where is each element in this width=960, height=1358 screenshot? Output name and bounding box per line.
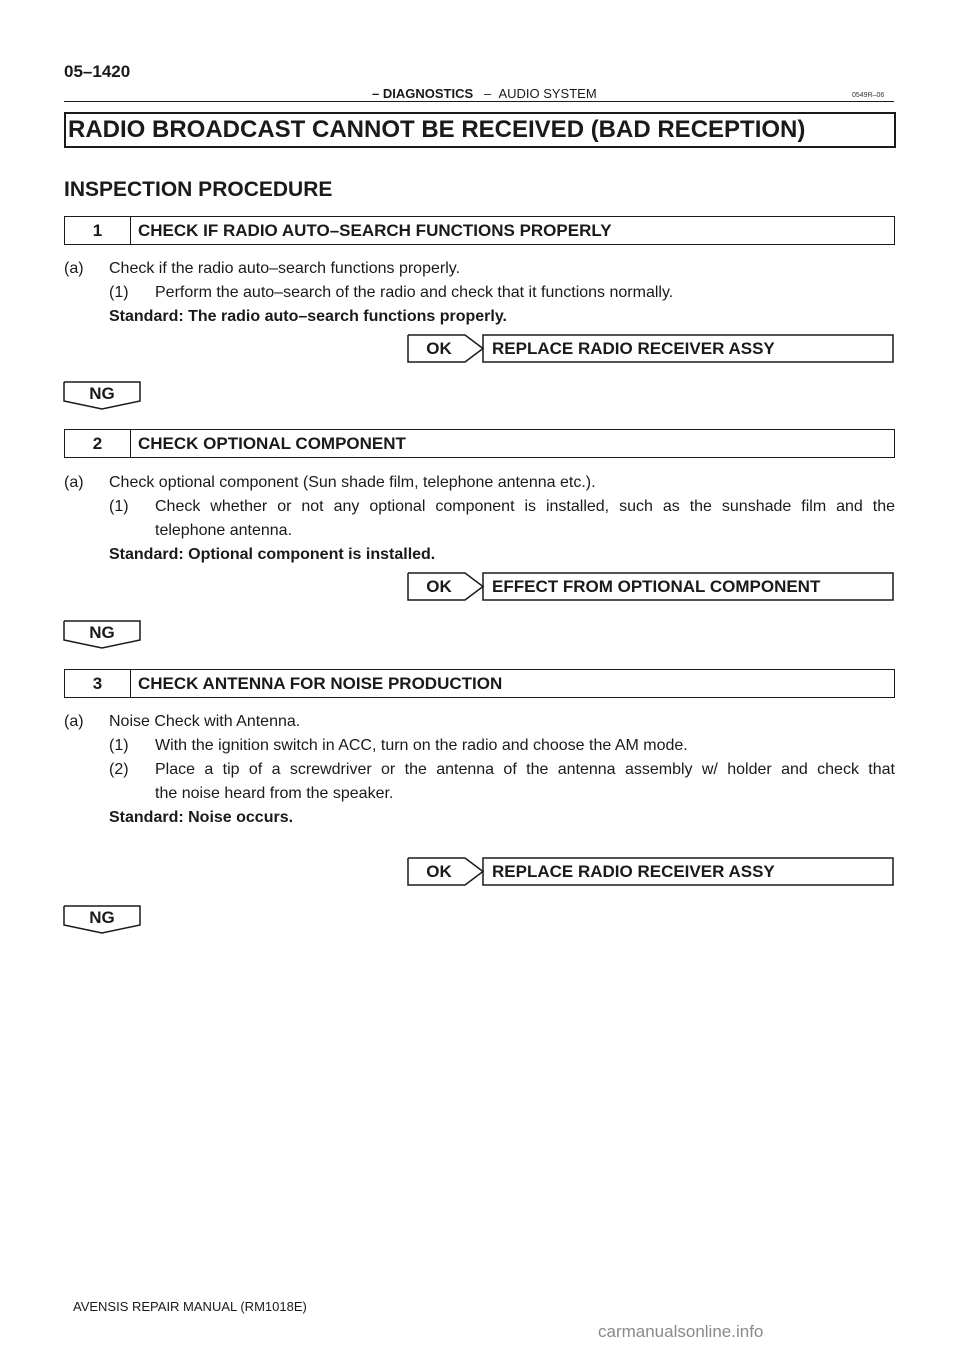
line-label: (1) <box>109 284 129 301</box>
line-label: (1) <box>109 498 129 515</box>
footer-manual-title: AVENSIS REPAIR MANUAL (RM1018E) <box>73 1299 307 1314</box>
subsection-label: AUDIO SYSTEM <box>498 86 597 101</box>
step-3-line-2-cont: the noise heard from the speaker. <box>155 785 394 802</box>
page-number: 05–1420 <box>64 62 131 81</box>
line-text: Noise Check with Antenna. <box>109 713 301 730</box>
watermark: carmanualsonline.info <box>598 1322 764 1341</box>
step-2-ok-result <box>408 572 894 601</box>
step-title: CHECK ANTENNA FOR NOISE PRODUCTION <box>138 674 503 693</box>
step-number: 1 <box>65 217 131 244</box>
line-label: (a) <box>64 713 84 730</box>
step-3-header <box>64 669 895 698</box>
ok-result-text: REPLACE RADIO RECEIVER ASSY <box>492 339 775 358</box>
ok-label: OK <box>426 862 452 881</box>
ng-label: NG <box>89 623 115 642</box>
line-text: Check whether or not any optional component is installed, such as the sunshade film and the <box>155 498 895 515</box>
step-3-line-1 <box>109 737 688 755</box>
step-number: 2 <box>65 430 131 457</box>
step-1-line-a <box>64 260 460 278</box>
step-2-line-a <box>64 474 596 492</box>
step-3-ok-result <box>408 857 894 886</box>
line-text: Check if the radio auto–search functions properly. <box>109 260 461 277</box>
step-2-ng-flag <box>64 620 144 650</box>
line-label: (a) <box>64 474 84 491</box>
ng-label: NG <box>89 908 115 927</box>
line-label: (a) <box>64 260 84 277</box>
step-1-ok-result <box>408 334 894 363</box>
line-text: Check optional component (Sun shade film, telephone antenna etc.). <box>109 474 596 491</box>
ng-label: NG <box>89 384 115 403</box>
line-label: (1) <box>109 737 129 754</box>
step-title: CHECK OPTIONAL COMPONENT <box>138 434 406 453</box>
ok-result-text: REPLACE RADIO RECEIVER ASSY <box>492 862 775 881</box>
ok-label: OK <box>426 577 452 596</box>
page-title: RADIO BROADCAST CANNOT BE RECEIVED (BAD RECEPTION) <box>64 112 896 148</box>
line-label: (2) <box>109 761 129 778</box>
section-header <box>372 86 597 101</box>
ok-label: OK <box>426 339 452 358</box>
inspection-procedure-heading: INSPECTION PROCEDURE <box>64 178 333 201</box>
step-3-ng-flag <box>64 905 144 935</box>
step-2-line-1-cont: telephone antenna. <box>155 522 293 539</box>
step-1-standard: Standard: The radio auto–search functions properly. <box>109 308 507 325</box>
step-1-ng-flag <box>64 381 144 411</box>
step-3-line-2 <box>109 761 895 779</box>
step-3-line-a <box>64 713 300 731</box>
section-separator: – <box>483 86 492 101</box>
line-text: With the ignition switch in ACC, turn on the radio and choose the AM mode. <box>155 737 688 754</box>
doc-code: 0549R–06 <box>852 92 885 99</box>
step-1-header <box>64 216 895 245</box>
step-number: 3 <box>65 670 131 697</box>
section-label: – DIAGNOSTICS <box>372 86 474 101</box>
header-rule <box>64 101 894 102</box>
ok-result-text: EFFECT FROM OPTIONAL COMPONENT <box>492 577 821 596</box>
step-title: CHECK IF RADIO AUTO–SEARCH FUNCTIONS PROPERLY <box>138 221 612 240</box>
step-2-header <box>64 429 895 458</box>
step-3-standard: Standard: Noise occurs. <box>109 809 294 826</box>
step-2-line-1 <box>109 498 895 516</box>
step-1-line-1 <box>109 284 673 302</box>
step-2-standard: Standard: Optional component is installed. <box>109 546 436 563</box>
line-text: Perform the auto–search of the radio and check that it functions normally. <box>155 284 674 301</box>
line-text: Place a tip of a screwdriver or the antenna of the antenna assembly w/ holder and check that <box>155 761 895 778</box>
